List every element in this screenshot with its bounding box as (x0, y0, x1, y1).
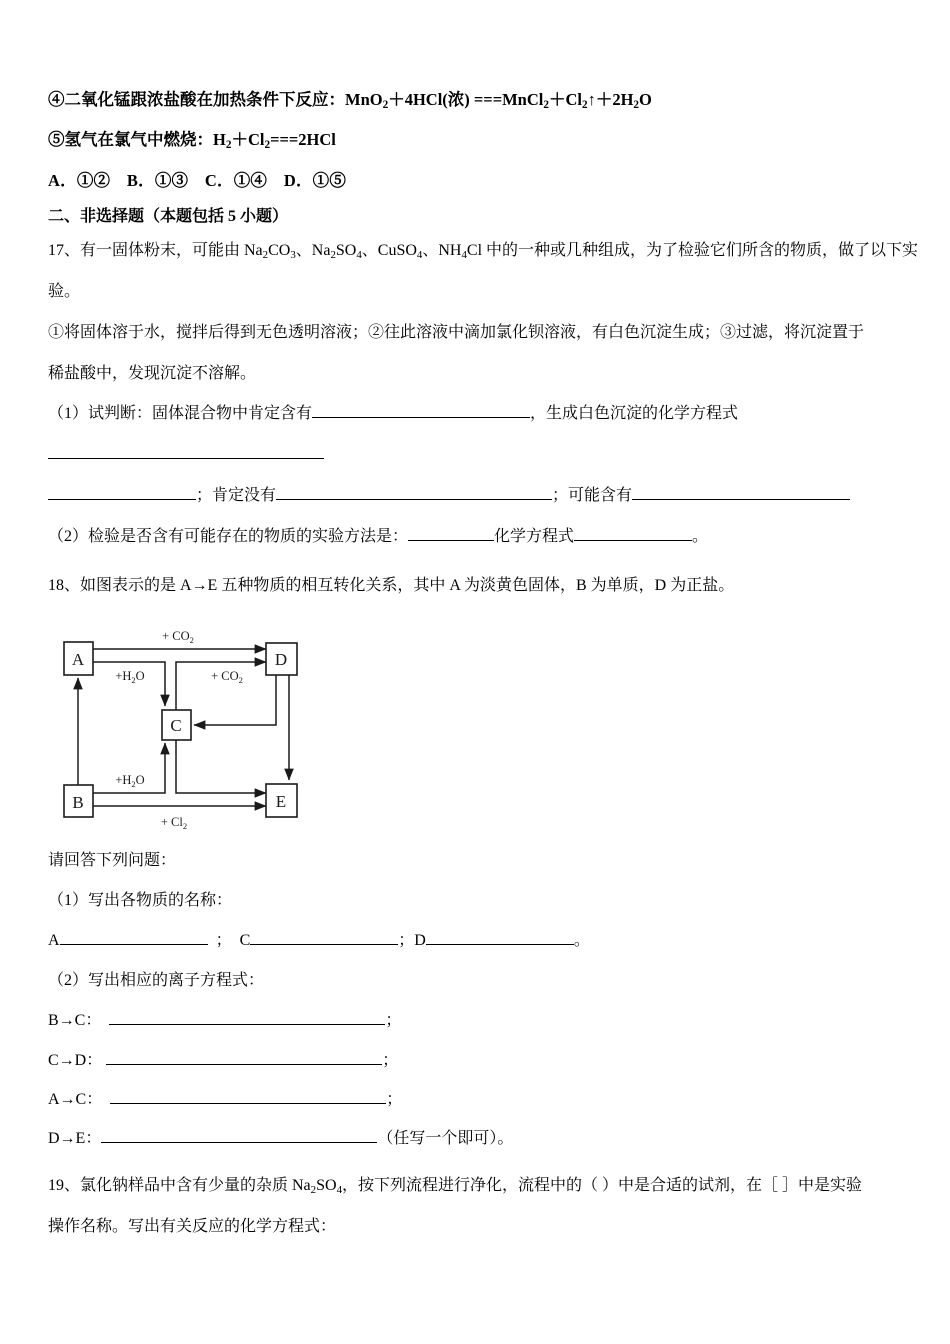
q17-stem-e: 、CuSO (361, 242, 417, 260)
edge-label-a-d: + $CO_2$ (162, 629, 194, 646)
answer-blank-18-a[interactable] (60, 944, 208, 945)
document-content (48, 84, 920, 1248)
item-4-text: ④二氧化锰跟浓盐酸在加热条件下反应： (48, 90, 345, 109)
q17-stem-g: Cl 中的一种或几种组成，为了检验它们所含的物质，做了以下实 (466, 242, 919, 260)
question-18-sub1: （1）写出各物质的名称： (48, 892, 233, 910)
answer-blank-18-c[interactable] (250, 944, 398, 945)
q17-sub2-c: 。 (692, 527, 709, 545)
answer-blank-17-3[interactable] (48, 499, 196, 500)
answer-blank-18-eq4[interactable] (101, 1142, 377, 1143)
question-18-stem: 18、如图表示的是 A→E 五种物质的相互转化关系，其中 A 为淡黄色固体，B 为单质，D 为正盐。 (48, 576, 735, 594)
eq1-label: B→C： (48, 1012, 102, 1030)
q17-stem-a: 17、有一固体粉末，可能由 Na (48, 242, 263, 260)
question-17-sub1 (48, 394, 920, 476)
question-17-sub1-cont (48, 476, 920, 517)
q18-name-end: 。 (573, 932, 590, 950)
eq1-end: ； (385, 1012, 402, 1030)
node-label-d: D (274, 650, 288, 670)
question-18-names (48, 921, 920, 961)
diagram-svg (52, 622, 352, 837)
question-19-line2: 操作名称。写出有关反应的化学方程式： (48, 1217, 337, 1235)
q17-stem-f: 、NH (422, 242, 462, 260)
answer-blank-18-eq1[interactable] (109, 1024, 385, 1025)
q18-name-d-label: D (414, 932, 426, 950)
q17-sub2-b: 化学方程式 (494, 527, 575, 545)
edge-label-c-d: + $CO_2$ (211, 669, 243, 686)
answer-blank-17-1[interactable] (312, 417, 530, 418)
eq3-end: ； (386, 1090, 403, 1108)
q17-stem-c: 、Na (295, 242, 331, 260)
node-label-e: E (275, 792, 287, 812)
q18-name-sep2: ； (398, 932, 415, 950)
eq4-label: D→E： (48, 1129, 102, 1147)
question-18-eq1 (48, 1001, 920, 1040)
q19-line1-c: ，按下列流程进行净化，流程中的（ ）中是合适的试剂，在［ ］中是实验 (342, 1177, 863, 1195)
q17-sub1-a: （1）试判断：固体混合物中肯定含有 (48, 405, 313, 423)
question-17-stem-line2: 验。 (48, 283, 81, 301)
item-5 (48, 111, 920, 151)
question-17-experiment-line1: ①将固体溶于水，搅拌后得到无色透明溶液；②往此溶液中滴加氯化钡溶液，有白色沉淀生成；③过滤，将沉淀置于 (48, 323, 865, 341)
node-label-a: A (71, 650, 85, 670)
q18-name-c-label: C (239, 932, 251, 950)
eq4-end: （任写一个即可）。 (377, 1129, 514, 1147)
q17-sub1-d: ；可能含有 (552, 487, 633, 504)
eq2-label: C→D： (48, 1051, 103, 1069)
edge-label-b-e: + $Cl_2$ (160, 815, 188, 832)
q17-stem-b: CO (268, 242, 291, 260)
q18-name-sep1: ； (215, 932, 232, 950)
node-label-c: C (170, 716, 182, 736)
answer-blank-17-7[interactable] (574, 540, 692, 541)
item-5-equation: $H_2+Cl_2===2HCl$ (213, 130, 336, 152)
answer-blank-17-2[interactable] (48, 458, 324, 459)
question-17-sub2 (48, 517, 920, 558)
question-18-prompt: 请回答下列问题： (48, 852, 177, 870)
question-19-line1: 19、氯化钠样品中含有少量的杂质 $Na_2SO_4$，按下列流程进行净化，流程中的（ ）中是合适的试剂，在［ ］中是实验 (48, 1177, 863, 1197)
q18-name-a-label: A (48, 932, 60, 950)
section-heading-2: 二、非选择题（本题包括 5 小题） (48, 208, 289, 226)
answer-blank-17-6[interactable] (408, 540, 494, 541)
q17-sub1-b: ，生成白色沉淀的化学方程式 (530, 405, 739, 423)
question-17-stem: 17、有一固体粉末，可能由 $Na_2CO_3$、$Na_2SO_4$、CuSO$_4$、$NH_4Cl$ 中的一种或几种组成，为了检验它们所含的物质，做了以下实 (48, 242, 919, 262)
question-17-experiment-line2: 稀盐酸中，发现沉淀不溶解。 (48, 364, 257, 382)
answer-blank-17-5[interactable] (632, 499, 850, 500)
q17-sub2-a: （2）检验是否含有可能存在的物质的实验方法是： (48, 527, 409, 545)
eq2-end: ； (382, 1051, 399, 1069)
answer-blank-18-eq2[interactable] (106, 1064, 382, 1065)
question-18-eq4 (48, 1119, 920, 1158)
edge-label-a-c: $+H_2O$ (115, 669, 145, 686)
transformation-diagram (52, 622, 352, 837)
item-4 (48, 84, 920, 111)
question-18-sub2: （2）写出相应的离子方程式： (48, 972, 265, 990)
q17-stem-d: SO (335, 242, 357, 260)
q19-line1-a: 19、氯化钠样品中含有少量的杂质 Na (48, 1177, 311, 1195)
item-5-text: ⑤氢气在氯气中燃烧： (48, 130, 213, 150)
answer-blank-17-4[interactable] (276, 499, 552, 500)
question-18-eq2 (48, 1041, 920, 1080)
node-label-b: B (72, 793, 84, 813)
question-18-eq3 (48, 1080, 920, 1119)
eq3-label: A→C： (48, 1090, 103, 1108)
item-4-equation: MnO$_2$＋4HCl(浓) $===MnCl_2+Cl_2↑+2H_2O$ (345, 90, 652, 112)
answer-options: A．①② B．①③ C．①④ D．①⑤ (48, 170, 347, 190)
edge-c-to-e (176, 739, 266, 793)
q19-line1-b: SO (316, 1177, 337, 1195)
q17-sub1-c: ；肯定没有 (196, 487, 277, 504)
answer-blank-18-eq3[interactable] (110, 1103, 386, 1104)
answer-blank-18-d[interactable] (426, 944, 574, 945)
edge-label-b-c: $+H_2O$ (115, 773, 145, 790)
